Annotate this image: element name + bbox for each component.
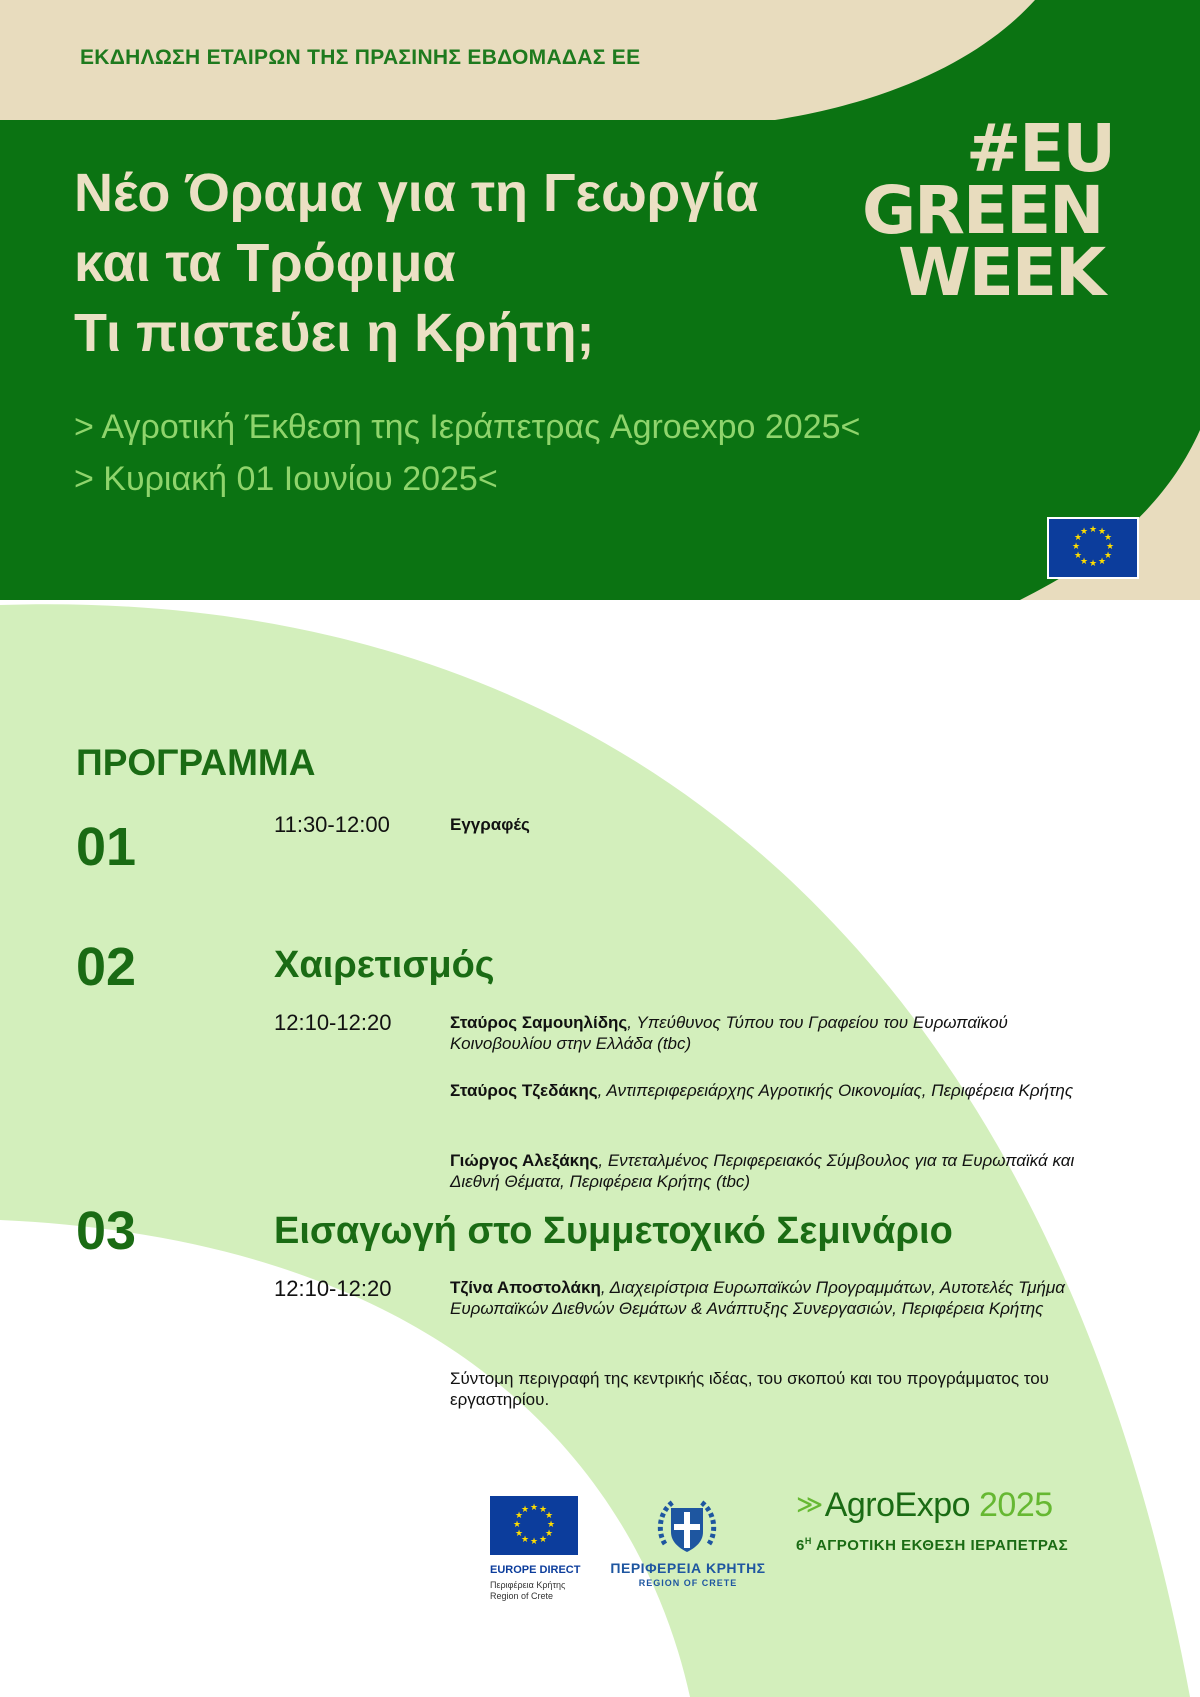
session-description: Σύντομη περιγραφή της κεντρικής ιδέας, του σκοπού και του προγράμματος του εργαστηρίου. <box>450 1369 1049 1409</box>
agroexpo-edition-suffix: Η <box>804 1536 812 1546</box>
svg-text:★: ★ <box>520 1505 530 1515</box>
region-of-crete-subtitle: REGION OF CRETE <box>638 1578 738 1588</box>
title-line: Τι πιστεύει η Κρήτη; <box>74 303 595 363</box>
svg-text:★: ★ <box>514 1511 524 1521</box>
eu-stars-icon <box>490 1496 578 1555</box>
svg-text:★: ★ <box>1097 557 1107 567</box>
svg-text:★: ★ <box>529 1503 539 1513</box>
eu-flag-icon <box>1047 517 1139 579</box>
svg-text:★: ★ <box>529 1537 539 1547</box>
svg-text:★: ★ <box>538 1535 548 1545</box>
svg-text:★: ★ <box>1073 551 1083 561</box>
speaker-name: Σταύρος Τζεδάκης <box>450 1081 598 1100</box>
svg-text:★: ★ <box>1079 557 1089 567</box>
speaker-role: , Διαχειρίστρια Ευρωπαϊκών Προγραμμάτων, Αυτοτελές Τμήμα Ευρωπαϊκών Διεθνών Θεμάτων & Ανάπτυξης Συνεργασιών, Περιφέρεια Κρήτης <box>450 1278 1065 1318</box>
svg-text:★: ★ <box>1088 525 1098 535</box>
session-time: 12:10-12:20 <box>274 1010 392 1035</box>
svg-text:★: ★ <box>538 1505 548 1515</box>
svg-text:★: ★ <box>1073 533 1083 543</box>
speaker-entry <box>450 1150 1090 1192</box>
svg-text:★: ★ <box>514 1529 524 1539</box>
agroexpo-year: 2025 <box>979 1486 1053 1524</box>
svg-text:★: ★ <box>520 1535 530 1545</box>
wheat-leaf-icon: ≫ <box>796 1489 823 1519</box>
agroexpo-name: AgroExpo <box>824 1486 971 1524</box>
europe-direct-flag-icon <box>490 1496 578 1555</box>
entry-name: Εγγραφές <box>450 815 530 834</box>
title-line: και τα Τρόφιμα <box>74 233 456 293</box>
svg-text:★: ★ <box>544 1529 554 1539</box>
svg-text:★: ★ <box>512 1520 522 1530</box>
svg-text:★: ★ <box>1105 542 1115 552</box>
session-time: 11:30-12:00 <box>274 812 390 837</box>
event-type-label: ΕΚΔΗΛΩΣΗ ΕΤΑΙΡΩΝ ΤΗΣ ΠΡΑΣΙΝΗΣ ΕΒΔΟΜΑΔΑΣ ΕΕ <box>80 46 641 69</box>
section-number: 02 <box>76 937 137 997</box>
brand-line: #EU <box>966 110 1114 187</box>
agroexpo-logo <box>796 1486 1053 1525</box>
event-date: > Κυριακή 01 Ιουνίου 2025< <box>74 460 498 498</box>
europe-direct-subtitle <box>490 1580 600 1602</box>
europe-direct-subtitle-line: Region of Crete <box>490 1591 554 1601</box>
speaker-role: , Υπεύθυνος Τύπου του Γραφείου του Ευρωπαϊκού Κοινοβουλίου στην Ελλάδα (tbc) <box>450 1013 1008 1053</box>
svg-text:★: ★ <box>546 1520 556 1530</box>
section-title: Εισαγωγή στο Συμμετοχικό Σεμινάριο <box>274 1210 953 1252</box>
speaker-entry <box>450 1080 1090 1101</box>
title-line: Νέο Όραμα για τη Γεωργία <box>74 163 759 223</box>
region-of-crete-emblem-icon <box>655 1494 719 1560</box>
speaker-name: Σταύρος Σαμουηλίδης <box>450 1013 628 1032</box>
svg-text:★: ★ <box>1071 542 1081 552</box>
speaker-role: , Αντιπεριφερειάρχης Αγροτικής Οικονομίας, Περιφέρεια Κρήτης <box>597 1081 1074 1100</box>
event-venue: > Αγροτική Έκθεση της Ιεράπετρας Agroexpo 2025< <box>74 408 861 446</box>
program-heading: ΠΡΟΓΡΑΜΜΑ <box>76 742 316 783</box>
svg-text:★: ★ <box>1103 533 1113 543</box>
agroexpo-subtitle <box>796 1536 1068 1554</box>
speaker-name: Γιώργος Αλεξάκης <box>450 1151 599 1170</box>
svg-text:★: ★ <box>1088 559 1098 569</box>
speaker-name: Τζίνα Αποστολάκη <box>450 1278 601 1297</box>
svg-text:★: ★ <box>544 1511 554 1521</box>
region-of-crete-name: ΠΕΡΙΦΕΡΕΙΑ ΚΡΗΤΗΣ <box>610 1560 766 1576</box>
session-entry <box>450 814 1090 835</box>
agroexpo-edition: 6 <box>796 1537 805 1554</box>
speaker-role: , Εντεταλμένος Περιφερειακός Σύμβουλος για τα Ευρωπαϊκά και Διεθνή Θέματα, Περιφέρεια Κρήτης (tbc) <box>450 1151 1075 1191</box>
speaker-entry <box>450 1012 1090 1054</box>
agroexpo-subtitle-text: ΑΓΡΟΤΙΚΗ ΕΚΘΕΣΗ ΙΕΡΑΠΕΤΡΑΣ <box>811 1537 1069 1554</box>
speaker-entry <box>450 1277 1090 1319</box>
europe-direct-name: EUROPE DIRECT <box>490 1564 581 1576</box>
brand-line: WEEK <box>898 234 1105 311</box>
section-number: 01 <box>76 817 137 877</box>
europe-direct-subtitle-line: Περιφέρεια Κρήτης <box>490 1580 566 1590</box>
eu-stars-icon <box>1049 519 1137 577</box>
section-number: 03 <box>76 1201 137 1261</box>
brand-line: GREEN <box>862 172 1103 249</box>
session-time: 12:10-12:20 <box>274 1276 392 1301</box>
page-title <box>74 158 854 368</box>
eu-green-week-logo <box>862 110 1142 311</box>
section-title: Χαιρετισμός <box>274 944 495 986</box>
svg-text:★: ★ <box>1079 527 1089 537</box>
svg-text:★: ★ <box>1097 527 1107 537</box>
svg-text:★: ★ <box>1103 551 1113 561</box>
